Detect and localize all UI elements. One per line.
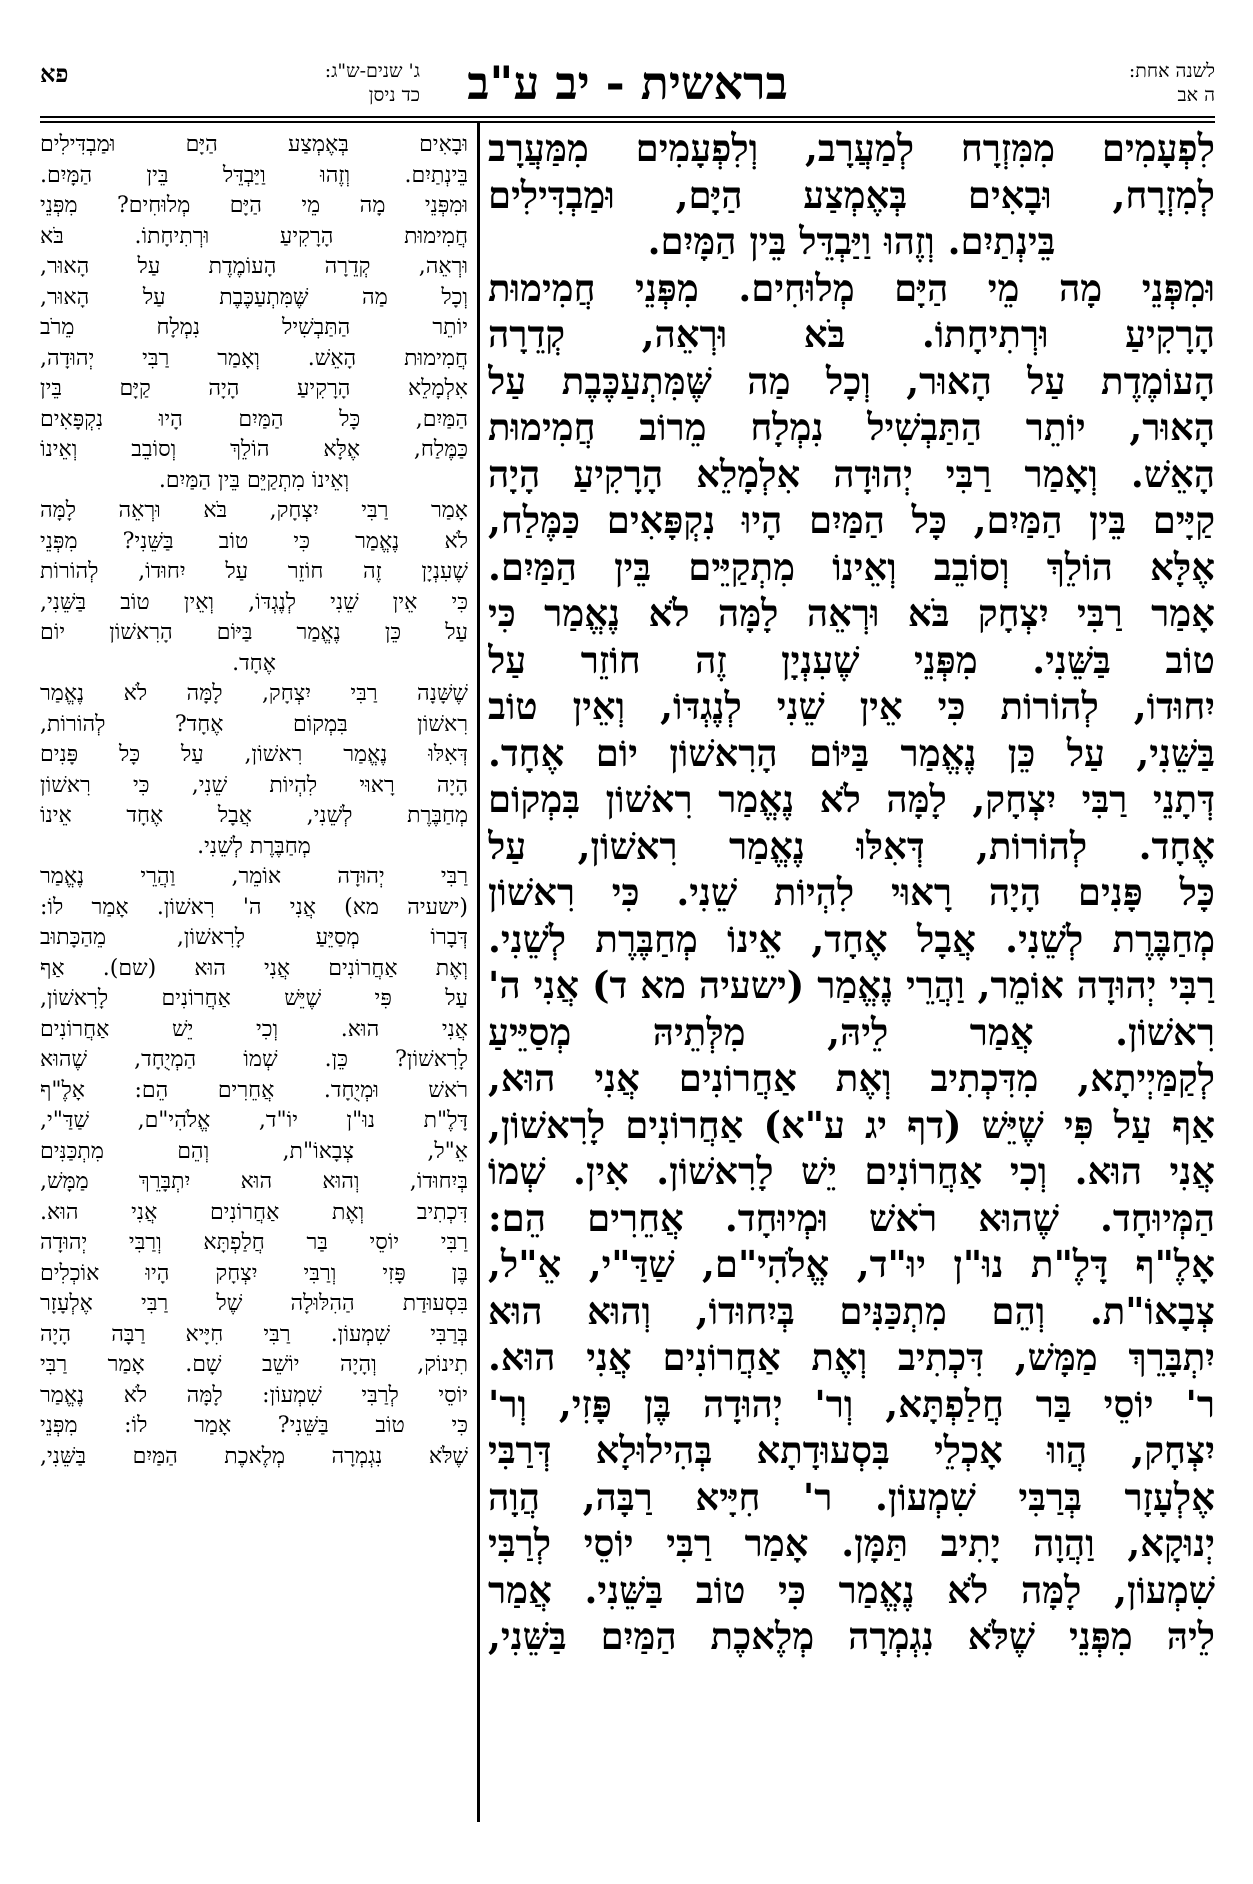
- main-text-line: צְבָאוֹ"ת. וְהֵם מִתְכַּנִּים בְּיִחוּדוֹ, וְהוּא הוּא: [488, 1288, 1215, 1333]
- side-text-line: אֲנִי הוּא. וְכִי יֵשׁ אַחֲרוֹנִים: [40, 1016, 468, 1042]
- side-text-line: וְאֶת אַחֲרוֹנִים אֲנִי הוּא (שם). אַף: [40, 955, 468, 981]
- side-text-line: אָמַר רַבִּי יִצְחָק, בֹּא וּרְאֵה לָמָּה: [40, 498, 468, 523]
- side-text-line: וּמִפְּנֵי מָה מֵי הַיָּם מְלוּחִים? מִפְּנֵי: [40, 193, 468, 218]
- side-text-line: שֶׁעִנְיָן זֶה חוֹזֵר עַל יִחוּדוֹ, לְהוֹרוֹת: [40, 559, 468, 584]
- main-text-line: לִפְעָמִים מִמִּזְרָח לְמַעֲרָב, וְלִפְעָמִים מִמַּעֲרָב: [488, 126, 1215, 170]
- side-text-line: עַל כֵּן נֶאֱמַר בַּיּוֹם הָרִאשׁוֹן יוֹם: [40, 620, 468, 645]
- side-text-line: בִּסְעוּדַת הַהִלּוּלָה שֶׁל רַבִּי אֶלְעָזָר: [40, 1291, 468, 1316]
- main-text-line: דְּתָנֵי רַבִּי יִצְחָק, לָמָּה לֹא נֶאֱמַר רִאשׁוֹן בִּמְקוֹם: [488, 777, 1215, 821]
- side-text-line: תִינוֹק, וְהָיָה יוֹשֵׁב שָׁם. אָמַר רַבִּי: [40, 1352, 468, 1377]
- main-text-line: שִׁמְעוֹן, לָמָּה לֹא נֶאֱמַר כִּי טוֹב בַּשֵּׁנִי. אֲמַר: [488, 1567, 1215, 1612]
- side-text-line: לָרִאשׁוֹן? כֵּן. שְׁמוֹ הַמְיֻחָד, שֶׁהוּא: [40, 1047, 468, 1072]
- main-text-line: טוֹב בַּשֵּׁנִי. מִפְּנֵי שֶׁעִנְיָן זֶה חוֹזֵר עַל: [488, 637, 1215, 682]
- schedule-block: [100, 59, 420, 107]
- schedule-label: ג' שנים-ש"ג:: [324, 60, 420, 82]
- main-text-column: [488, 125, 1215, 1825]
- side-text-line: מְחַבֶּרֶת לְשֵׁנִי, אֲבָל אֶחָד אֵינוֹ: [40, 803, 468, 828]
- side-text-line: כִּי טוֹב בַּשֵּׁנִי? אָמַר לוֹ: מִפְּנֵי: [40, 1413, 468, 1438]
- side-text-line: וְכָל מַה שֶּׁמִּתְעַכֶּבֶת עַל הָאוּר,: [40, 284, 468, 310]
- main-text-line: לְקַמַּיְיתָא, מִדִּכְתִיב וְאֶת אַחֲרוֹנִים אֲנִי הוּא,: [488, 1056, 1215, 1100]
- main-text-line: הָאוּר, יוֹתֵר הַתַּבְשִׁיל נִמְלָח מֵרוֹב חֲמִימוּת: [488, 405, 1215, 449]
- main-text-line: הָאֵשׁ. וְאָמַר רַבִּי יְהוּדָה אִלְמָלֵא הָרָקִיעַ הָיָה: [488, 451, 1215, 496]
- main-text-line: מְחַבֶּרֶת לְשֵׁנִי. אֲבָל אֶחָד, אֵינוֹ מְחַבֶּרֶת לְשֵׁנִי.: [488, 916, 1215, 961]
- translation-text-column: [40, 130, 468, 1830]
- main-text-line: רִאשׁוֹן. אֲמַר לֵיהּ, מִלְּתֵיהּ מְסַיֵּיעַ: [488, 1009, 1215, 1054]
- main-text-line: אֶלְעָזָר בְּרַבִּי שִׁמְעוֹן. ר' חִיָּיא רַבָּה, הֲוָה: [488, 1474, 1215, 1519]
- side-text-line: בֶּן פָּזִי וְרַבִּי יִצְחָק הָיוּ אוֹכְלִים: [40, 1260, 468, 1286]
- side-text-line: דְּבָרוֹ מְסַיֵּעַ לָרִאשׁוֹן, מֵהַכָּתוּב: [40, 925, 468, 950]
- main-text-line: כָּל פָּנִים הָיָה רָאוּי לִהְיוֹת שֵׁנִי. כִּי רִאשׁוֹן: [488, 870, 1215, 914]
- main-text-line: הַמְּיוּחָד. שֶׁהוּא רֹאשׁ וּמְיוּחָד. אֲחֵרִים הֵם:: [488, 1195, 1215, 1240]
- main-text-line: הָעוֹמֶדֶת עַל הָאוּר, וְכָל מַה שֶּׁמִּתְעַכֶּבֶת עַל: [488, 358, 1215, 403]
- main-text-line: אָמַר רַבִּי יִצְחָק בֹּא וּרְאֵה לָמָּה לֹא נֶאֱמַר כִּי: [488, 591, 1215, 635]
- page-number: פא: [40, 59, 69, 88]
- page-title: בראשית - יב ע"ב: [467, 56, 788, 110]
- side-text-line: אֵ"ל, צְבָאוֹ"ת, וְהֵם מִתְכַּנִּים: [40, 1138, 468, 1164]
- main-text-line: וּמִפְּנֵי מָה מֵי הַיָּם מְלוּחִים. מִפְּנֵי חֲמִימוּת: [488, 265, 1215, 310]
- side-text-line: חֲמִימוּת הָרָקִיעַ וּרְתִיחָתוֹ. בֹּא: [40, 223, 468, 249]
- main-text-line: יִתְבָּרֵךְ מַמָּשׁ, דִּכְתִיב וְאֶת אַחֲרוֹנִים אֲנִי הוּא.: [488, 1335, 1215, 1379]
- column-divider: [477, 122, 480, 1822]
- side-text-line: חֲמִימוּת הָאֵשׁ. וְאָמַר רַבִּי יְהוּדָה,: [40, 345, 468, 371]
- main-text-line: יִצְחָק, הֲווּ אָכְלֵי בִּסְעוּדָתָא בְּהִילוּלָא דְּרַבִּי: [488, 1428, 1215, 1472]
- side-text-line: הַמַּיִם, כָּל הַמַּיִם הָיוּ נִקְפָּאִים: [40, 406, 468, 432]
- side-text-line: רַבִּי יוֹסֵי בַּר חֲלַפְתָּא וְרַבִּי יְהוּדָה: [40, 1230, 468, 1255]
- side-text-line: בֵּינְתַיִם. וְזֶהוּ וַיַּבְדֵּל בֵּין הַמָּיִם.: [40, 162, 468, 188]
- side-text-line: וְאֵינוֹ מִתְקַיֵּם בֵּין הַמַּיִם.: [158, 467, 350, 493]
- main-text-line: בַּשֵּׁנִי, עַל כֵּן נֶאֱמַר בַּיּוֹם הָרִאשׁוֹן יוֹם אֶחָד.: [488, 730, 1215, 775]
- main-text-line: אָלֶ"ף דָּלֶ"ת נוּ"ן יוּ"ד, אֱלֹהִי"ם, שַׁדַּ"י, אֵ"ל,: [488, 1242, 1215, 1286]
- page-header: [40, 55, 1215, 115]
- main-text-line: יִחוּדוֹ, לְהוֹרוֹת כִּי אֵין שֵׁנִי לְנֶגְדּוֹ, וְאֵין טוֹב: [488, 684, 1215, 728]
- side-text-line: דָּלֶ"ת נוּ"ן יוֹ"ד, אֱלֹהִי"ם, שַׁדַּ"י,: [40, 1108, 468, 1133]
- main-text-line: לֵיהּ מִפְּנֵי שֶׁלֹּא נִגְמְרָה מְלֶאכֶת הַמַּיִם בַּשֵּׁנִי,: [488, 1614, 1215, 1658]
- side-text-line: יוֹתֵר הַתַּבְשִׁיל נִמְלָח מֵרֹב: [40, 315, 468, 340]
- side-text-line: רַבִּי יְהוּדָה אוֹמֵר, וַהֲרֵי נֶאֱמַר: [40, 864, 468, 889]
- side-text-line: וּבָאִים בְּאֶמְצַע הַיָּם וּמַבְדִּילִים: [40, 132, 468, 157]
- side-text-line: אִלְמָלֵא הָרָקִיעַ הָיָה קַיָּם בֵּין: [40, 376, 468, 401]
- main-text-line: ר' יוֹסֵי בַּר חֲלַפְתָּא, וְר' יְהוּדָה בֶּן פָּזִי, וְר': [488, 1381, 1215, 1426]
- side-text-line: (ישעיה מא) אֲנִי ה' רִאשׁוֹן. אָמַר לוֹ:: [40, 894, 468, 920]
- schedule-label: לשנה אחת:: [1128, 60, 1215, 82]
- side-text-line: שֶׁלֹּא נִגְמְרָה מְלֶאכֶת הַמַּיִם בַּשֵּׁנִי,: [40, 1443, 468, 1469]
- side-text-line: עַל פִּי שֶׁיֵּשׁ אַחֲרוֹנִים לָרִאשׁוֹן,: [40, 986, 468, 1011]
- side-text-line: כִּי אֵין שֵׁנִי לְנֶגְדּוֹ, וְאֵין טוֹב בַּשֵּׁנִי,: [40, 589, 468, 615]
- schedule-date: ה אב: [1177, 84, 1215, 106]
- side-text-line: דִּכְתִיב וְאֶת אַחֲרוֹנִים אֲנִי הוּא.: [40, 1199, 468, 1225]
- side-text-line: בְּרַבִּי שִׁמְעוֹן. רַבִּי חִיָּיא רַבָּה הָיָה: [40, 1321, 468, 1347]
- side-text-line: לֹא נֶאֱמַר כִּי טוֹב בַּשֵּׁנִי? מִפְּנֵי: [40, 528, 468, 554]
- main-text-line: קַיָּים בֵּין הַמַּיִם, כָּל הַמַּיִם הָיוּ נִקְפָּאִים כַּמֶּלַח,: [488, 498, 1215, 542]
- side-text-line: אֶחָד.: [232, 650, 276, 676]
- main-text-line: אַף עַל פִּי שֶׁיֵּשׁ (דף יג ע"א) אַחֲרוֹנִים לָרִאשׁוֹן,: [488, 1102, 1215, 1147]
- side-text-line: וּרְאֵה, קְדֵרָה הָעוֹמֶדֶת עַל הָאוּר,: [40, 254, 468, 279]
- side-text-line: רִאשׁוֹן בִּמְקוֹם אֶחָד? לְהוֹרוֹת,: [40, 711, 468, 737]
- header-rule-bottom: [40, 121, 1215, 123]
- side-text-line: מְחַבֶּרֶת לְשֵׁנִי.: [197, 833, 311, 859]
- main-text-line: בֵּינְתַיִם. וְזֶהוּ וַיַּבְדֵּל בֵּין הַמָּיִם.: [647, 219, 1056, 263]
- main-text-line: אֶחָד. לְהוֹרוֹת, דְּאִלּוּ נֶאֱמַר רִאשׁוֹן, עַל: [488, 823, 1215, 868]
- side-text-line: רֹאשׁ וּמְיֻחָד. אֲחֵרִים הֵם: אָלֶ"ף: [40, 1077, 468, 1103]
- main-text-line: יְנוּקָא, וַהֲוָה יָתִיב תַּמָּן. אָמַר רַבִּי יוֹסֵי לְרַבִּי: [488, 1521, 1215, 1565]
- side-text-line: הָיָה רָאוּי לִהְיוֹת שֵׁנִי, כִּי רִאשׁוֹן: [40, 772, 468, 798]
- main-text-line: אֶלָּא הוֹלֵךְ וְסוֹבֵב וְאֵינוֹ מִתְקַיֵּים בֵּין הַמַּיִם.: [488, 544, 1215, 589]
- main-text-line: הָרָקִיעַ וּרְתִיחָתוֹ. בֹּא וּרְאֵה, קְדֵרָה: [488, 312, 1215, 356]
- side-text-line: בְּיִחוּדוֹ, וְהוּא הוּא יִתְבָּרֵךְ מַמָּשׁ,: [40, 1169, 468, 1194]
- main-text-line: אֲנִי הוּא. וְכִי אַחֲרוֹנִים יֵשׁ לָרִאשׁוֹן. אִין. שְׁמוֹ: [488, 1149, 1215, 1193]
- main-text-line: לְמִזְרָח, וּבָאִים בְּאֶמְצַע הַיָּם, וּמַבְדִּילִים: [488, 172, 1215, 217]
- header-rule-top: [40, 116, 1215, 118]
- side-text-line: כַּמֶּלַח, אֶלָּא הוֹלֵךְ וְסוֹבֵב וְאֵינוֹ: [40, 437, 468, 462]
- main-text-line: רַבִּי יְהוּדָה אוֹמֵר, וַהֲרֵי נֶאֱמַר (ישעיה מא ד) אֲנִי ה': [488, 963, 1215, 1007]
- schedule-date: כד ניסן: [368, 84, 420, 106]
- side-text-line: יוֹסֵי לְרַבִּי שִׁמְעוֹן: לָמָּה לֹא נֶאֱמַר: [40, 1382, 468, 1408]
- side-text-line: דְּאִלּוּ נֶאֱמַר רִאשׁוֹן, עַל כָּל פָּנִים: [40, 742, 468, 767]
- side-text-line: שֶׁשָּׁנָה רַבִּי יִצְחָק, לָמָּה לֹא נֶאֱמַר: [40, 681, 468, 706]
